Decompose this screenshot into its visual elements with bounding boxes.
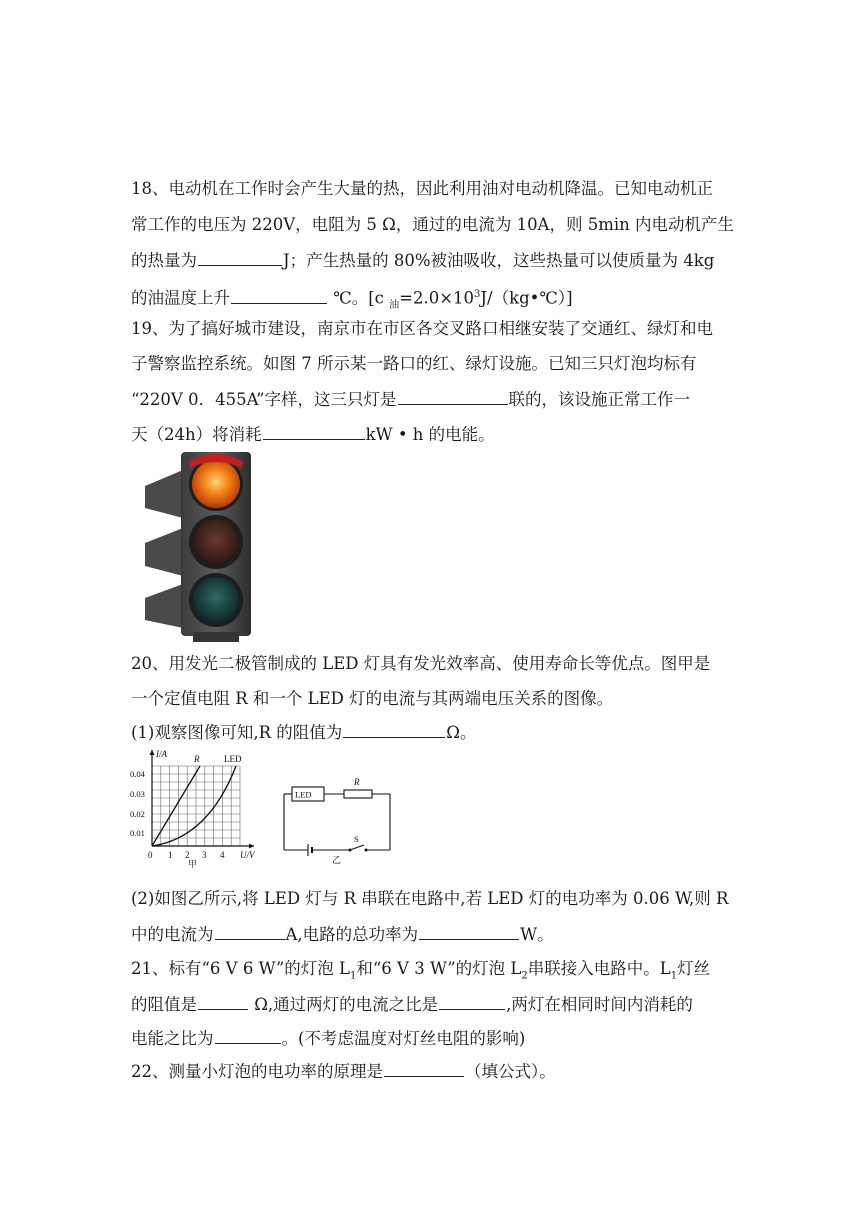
q19-text: 联的，该设施正常工作一 <box>508 390 691 409</box>
q18-text: ℃。[c <box>328 288 390 308</box>
q21-line1 <box>131 958 710 987</box>
q21-sub: 1 <box>349 970 357 982</box>
q18-line1: 18、电动机在工作时会产生大量的热，因此利用油对电动机降温。已知电动机正 <box>131 179 713 198</box>
q21-text: 21、标有“6 V 6 W”的灯泡 L <box>131 959 350 978</box>
q18-text: J；产生热量的 80%被油吸收，这些热量可以使质量为 4kg <box>283 251 715 270</box>
circuit-r-label: R <box>354 777 360 787</box>
q21-text: 的阻值是 <box>131 995 197 1014</box>
q18-text: 的热量为 <box>131 251 197 270</box>
graph-xtick: 4 <box>220 850 225 860</box>
q21-line2 <box>131 993 693 1016</box>
q20-text: 中的电流为 <box>131 925 214 944</box>
q21-text: 和“6 V 3 W”的灯泡 L <box>356 959 522 978</box>
graph-ytick: 0.02 <box>130 809 145 819</box>
q21-sub: 2 <box>521 970 528 982</box>
q21-text: 灯丝 <box>677 959 711 978</box>
q20-line5 <box>131 923 554 946</box>
q18-blank-temp[interactable] <box>231 287 327 304</box>
q20-text: (1)观察图像可知,R 的阻值为 <box>131 723 343 742</box>
q22-blank-formula[interactable] <box>384 1060 464 1077</box>
q19-text: kW • h 的电能。 <box>365 425 495 444</box>
q19-line2: 子警察监控系统。如图 7 所示某一路口的红、绿灯设施。已知三只灯泡均标有 <box>131 354 697 373</box>
graph-xlabel: U/V <box>240 850 255 860</box>
circuit-diagram <box>278 772 396 864</box>
circuit-switch-label: S <box>354 834 359 844</box>
q19-text: 天（24h）将消耗 <box>131 425 262 444</box>
q20-line2: 一个定值电阻 R 和一个 LED 灯的电流与其两端电压关系的图像。 <box>131 689 614 708</box>
q18-text: J/（kg•℃）] <box>480 288 573 308</box>
q21-blank-current-ratio[interactable] <box>439 993 505 1010</box>
q20-blank-resistance[interactable] <box>343 721 445 738</box>
q19-text: “220V 0．455A”字样，这三只灯是 <box>131 390 397 409</box>
q18-sub: 油 <box>389 299 400 311</box>
q21-text: Ω,通过两灯的电流之比是 <box>249 995 439 1014</box>
q20-text: Ω。 <box>446 723 477 742</box>
q19-line4 <box>131 423 495 446</box>
q20-line4: (2)如图乙所示,将 LED 灯与 R 串联在电路中,若 LED 灯的电功率为 0.06 W,则 R <box>131 889 729 908</box>
q20-text: W。 <box>520 925 554 944</box>
q21-blank-energy-ratio[interactable] <box>215 1027 281 1044</box>
q19-line1: 19、为了搞好城市建设，南京市在市区各交叉路口相继安装了交通红、绿灯和电 <box>131 319 713 338</box>
q21-blank-resistance[interactable] <box>198 993 248 1010</box>
q20-blank-current[interactable] <box>215 923 285 940</box>
q18-blank-heat[interactable] <box>198 249 282 266</box>
q19-line3 <box>131 388 690 411</box>
q22-text: 22、测量小灯泡的电功率的原理是 <box>131 1062 383 1081</box>
iv-graph <box>128 746 268 868</box>
graph-caption: 甲 <box>188 859 198 868</box>
graph-led-label: LED <box>224 754 242 764</box>
q18-text: 的油温度上升 <box>131 288 230 308</box>
q20-line1: 20、用发光二极管制成的 LED 灯具有发光效率高、使用寿命长等优点。图甲是 <box>131 654 711 673</box>
circuit-led-label: LED <box>295 789 312 800</box>
q18-line3 <box>131 249 714 272</box>
q20-line3 <box>131 721 476 744</box>
q18-text: =2.0×10 <box>399 288 475 308</box>
q21-sub: 1 <box>670 970 678 982</box>
q18-sup: 3 <box>474 289 481 300</box>
graph-ytick: 0.01 <box>130 828 145 838</box>
graph-xtick: 3 <box>202 850 207 860</box>
q21-text: 。(不考虑温度对灯丝电阻的影响) <box>281 1029 526 1048</box>
q20-blank-power[interactable] <box>419 923 519 940</box>
graph-xtick: 0 <box>148 850 153 860</box>
q18-line2: 常工作的电压为 220V，电阻为 5 Ω，通过的电流为 10A，则 5min 内电动机产生 <box>131 215 735 234</box>
traffic-light-image <box>141 448 261 644</box>
graph-ylabel: I/A <box>156 749 167 759</box>
graph-ytick: 0.03 <box>130 789 145 799</box>
graph-xtick: 1 <box>168 850 173 860</box>
q21-text: 串联接入电路中。L <box>527 959 671 978</box>
graph-ytick: 0.04 <box>130 769 145 779</box>
q21-text: ,两灯在相同时间内消耗的 <box>506 995 693 1014</box>
circuit-caption: 乙 <box>332 855 342 864</box>
q21-text: 电能之比为 <box>131 1029 214 1048</box>
q20-text: A,电路的总功率为 <box>285 925 419 944</box>
q19-blank-energy[interactable] <box>263 423 365 440</box>
graph-r-label: R <box>194 754 200 764</box>
graph-xtick: 2 <box>185 850 190 860</box>
q19-blank-connection[interactable] <box>398 388 508 405</box>
q18-line4 <box>131 284 573 317</box>
q21-line3 <box>131 1027 525 1050</box>
q22-text: （填公式）。 <box>465 1062 556 1081</box>
q22-line1 <box>131 1060 556 1083</box>
